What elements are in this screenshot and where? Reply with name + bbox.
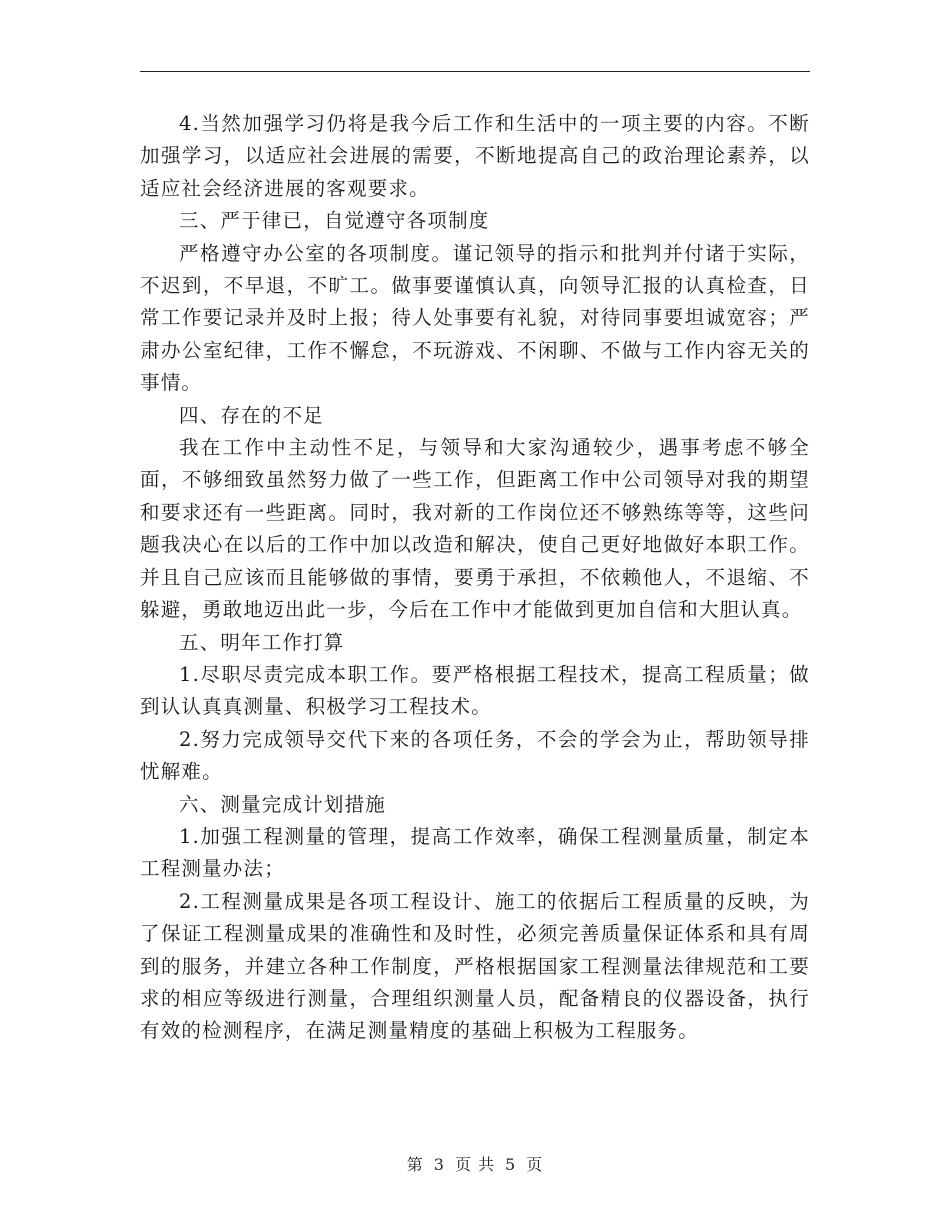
paragraph-measure-item-1: 1.加强工程测量的管理，提高工作效率，确保工程测量质量，制定本工程测量办法； bbox=[140, 824, 810, 881]
paragraph-measure-item-2: 2.工程测量成果是各项工程设计、施工的依据后工程质量的反映，为了保证工程测量成果的准确性和及时性，必须完善质量保证体系和具有周到的服务，并建立各种工作制度，严格根据国家工程测量法律规范和工要求的相应等级进行测量，合理组织测量人员，配备精良的仪器设备，执行有效的检测程序，在满足测量精度的基础上积极为工程服务。 bbox=[140, 889, 810, 1043]
paragraph-plan-item-2: 2.努力完成领导交代下来的各项任务，不会的学会为止，帮助领导排忧解难。 bbox=[140, 727, 810, 784]
footer-prefix: 第 bbox=[406, 1155, 424, 1174]
heading-survey-measures: 六、测量完成计划措施 bbox=[179, 792, 387, 816]
header-rule bbox=[140, 71, 810, 72]
page-footer bbox=[0, 1152, 950, 1175]
heading-shortcomings: 四、存在的不足 bbox=[179, 403, 324, 427]
paragraph-plan-item-1: 1.尽职尽责完成本职工作。要严格根据工程技术，提高工程质量；做到认认真真测量、积极学习工程技术。 bbox=[140, 662, 810, 719]
footer-current-page: 3 bbox=[433, 1155, 445, 1174]
document-body bbox=[140, 108, 810, 1048]
paragraph-discipline: 严格遵守办公室的各项制度。谨记领导的指示和批判并付诸于实际，不迟到，不早退，不旷工。做事要谨慎认真，向领导汇报的认真检查，日常工作要记录并及时上报；待人处事要有礼貌，对待同事要坦诚宽容；严肃办公室纪律，工作不懈怠，不玩游戏、不闲聊、不做与工作内容无关的事情。 bbox=[140, 241, 810, 395]
footer-middle: 页 共 bbox=[454, 1155, 496, 1174]
paragraph-shortcomings: 我在工作中主动性不足，与领导和大家沟通较少，遇事考虑不够全面，不够细致虽然努力做了一些工作，但距离工作中公司领导对我的期望和要求还有一些距离。同时，我对新的工作岗位还不够熟练等等，这些问题我决心在以后的工作中加以改造和解决，使自己更好地做好本职工作。并且自己应该而且能够做的事情，要勇于承担，不依赖他人，不退缩、不躲避，勇敢地迈出此一步，今后在工作中才能做到更加自信和大胆认真。 bbox=[140, 436, 810, 622]
footer-suffix: 页 bbox=[526, 1155, 544, 1174]
heading-discipline: 三、严于律已，自觉遵守各项制度 bbox=[179, 209, 490, 233]
footer-total-pages: 5 bbox=[505, 1155, 517, 1174]
heading-next-year-plan: 五、明年工作打算 bbox=[179, 630, 345, 654]
paragraph-study: 4.当然加强学习仍将是我今后工作和生活中的一项主要的内容。不断加强学习，以适应社会进展的需要，不断地提高自己的政治理论素养，以适应社会经济进展的客观要求。 bbox=[140, 112, 810, 200]
